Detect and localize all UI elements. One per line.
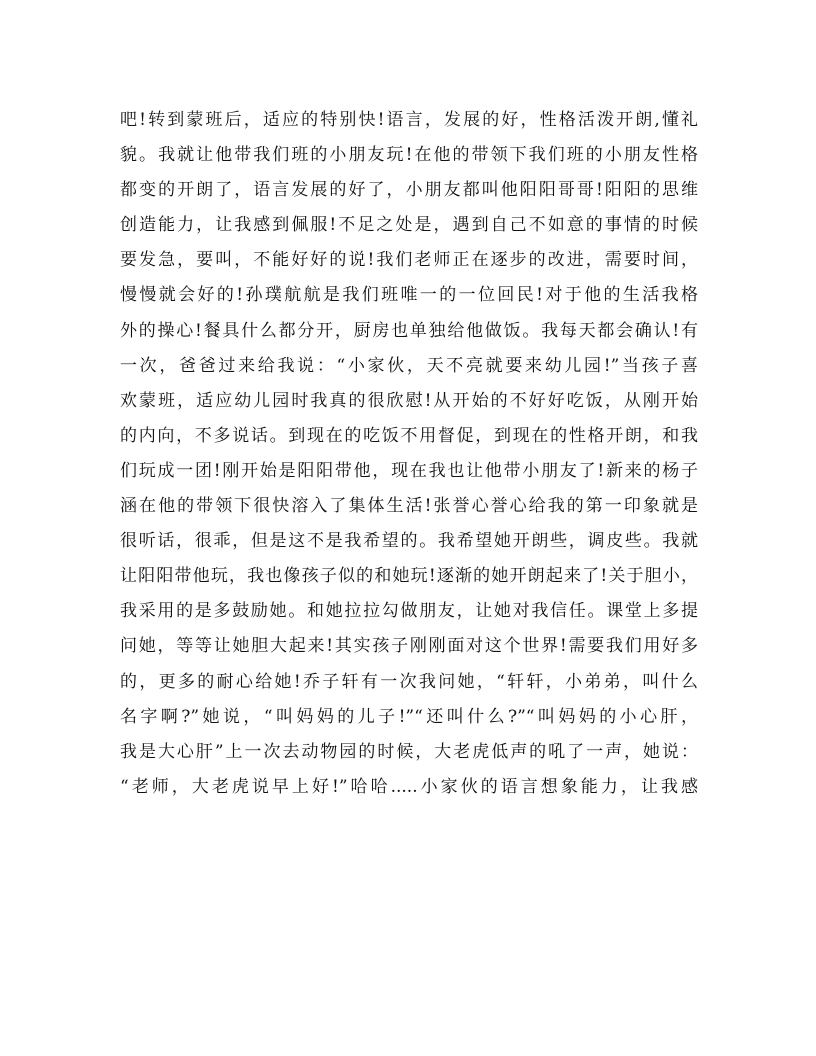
text-line: 要发急，要叫，不能好好的说!我们老师正在逐步的改进，需要时间， [120, 250, 698, 271]
text-line: 慢慢就会好的!孙璞航航是我们班唯一的一位回民!对于他的生活我格 [120, 285, 698, 306]
text-line: 我采用的是多鼓励她。和她拉拉勾做朋友，让她对我信任。课堂上多提 [120, 601, 698, 622]
text-line: 创造能力，让我感到佩服!不足之处是，遇到自己不如意的事情的时候 [120, 215, 698, 236]
text-line: 我是大心肝”上一次去动物园的时候，大老虎低声的吼了一声，她说： [120, 741, 698, 762]
text-line: 让阳阳带他玩，我也像孩子似的和她玩!逐渐的她开朗起来了!关于胆小， [120, 566, 698, 587]
text-line: 外的操心!餐具什么都分开，厨房也单独给他做饭。我每天都会确认!有 [120, 320, 698, 341]
text-line: 一次，爸爸过来给我说：“小家伙，天不亮就要来幼儿园!”当孩子喜 [120, 355, 698, 376]
text-line: 的内向，不多说话。到现在的吃饭不用督促，到现在的性格开朗，和我 [120, 425, 698, 446]
text-line: 问她，等等让她胆大起来!其实孩子刚刚面对这个世界!需要我们用好多 [120, 636, 698, 657]
text-line: 们玩成一团!刚开始是阳阳带他，现在我也让他带小朋友了!新来的杨子 [120, 460, 698, 481]
body-text [120, 103, 698, 805]
text-line: 名字啊?”她说，“叫妈妈的儿子!”“还叫什么?”“叫妈妈的小心肝， [120, 706, 698, 727]
text-line: 很听话，很乖，但是这不是我希望的。我希望她开朗些，调皮些。我就 [120, 531, 698, 552]
text-line: 欢蒙班，适应幼儿园时我真的很欣慰!从开始的不好好吃饭，从刚开始 [120, 390, 698, 411]
text-line: 涵在他的带领下很快溶入了集体生活!张誉心誉心给我的第一印象就是 [120, 496, 698, 517]
text-line: 吧!转到蒙班后，适应的特别快!语言，发展的好，性格活泼开朗,懂礼 [120, 110, 698, 130]
text-line: “老师，大老虎说早上好!”哈哈.....小家伙的语言想象能力，让我感 [120, 776, 698, 797]
text-line: 都变的开朗了，语言发展的好了，小朋友都叫他阳阳哥哥!阳阳的思维 [120, 180, 698, 201]
text-line: 的，更多的耐心给她!乔子轩有一次我问她，“轩轩，小弟弟，叫什么 [120, 671, 698, 692]
text-line: 貌。我就让他带我们班的小朋友玩!在他的带领下我们班的小朋友性格 [120, 145, 698, 166]
